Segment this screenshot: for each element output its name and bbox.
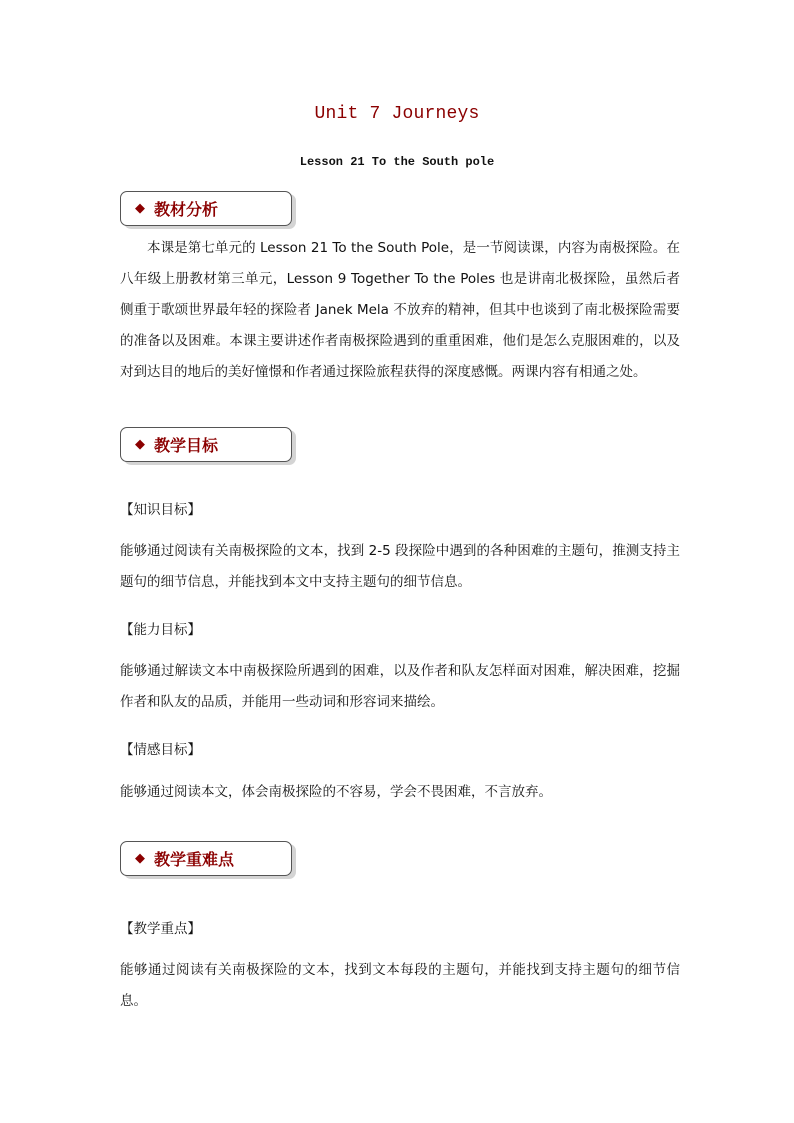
section-heading-label: 教学目标 [154,436,219,455]
emotion-objective-text: 能够通过阅读本文，体会南极探险的不容易，学会不畏困难，不言放弃。 [120,784,552,800]
diamond-icon: ◆ [135,437,145,452]
section-heading-label: 教学重难点 [154,850,235,869]
key-point-label: 【教学重点】 [120,921,201,937]
ability-objective-text: 能够通过解读文本中南极探险所遇到的困难，以及作者和队友怎样面对困难，解决困难，挖掘作者和队友的品质，并能用一些动词和形容词来描绘。 [120,663,680,710]
lesson-subtitle: Lesson 21 To the South pole [299,155,495,169]
ability-objective-label: 【能力目标】 [120,622,201,638]
key-point-text: 能够通过阅读有关南极探险的文本，找到文本每段的主题句，并能找到支持主题句的细节信息。 [120,962,680,1009]
diamond-icon: ◆ [135,201,145,216]
section-heading-key-points [120,841,292,876]
analysis-paragraph: 本课是第七单元的 Lesson 21 To the South Pole，是一节阅读课，内容为南极探险。在八年级上册教材第三单元，Lesson 9 Together To the Poles 也是讲南北极探险，虽然后者侧重于歌颂世界最年轻的探险者 Janek Mela 不放弃的精神，但其中也谈到了南北极探险需要的准备以及困难。本课主要讲述作者南极探险遇到的重重困难，他们是怎么克服困难的，以及对到达目的地后的美好憧憬和作者通过探险旅程获得的深度感慨。两课内容有相通之处。 [120,240,680,380]
document-title: Unit 7 Journeys [314,104,480,124]
knowledge-objective-text: 能够通过阅读有关南极探险的文本，找到 2-5 段探险中遇到的各种困难的主题句，推测支持主题句的细节信息，并能找到本文中支持主题句的细节信息。 [120,543,680,590]
knowledge-objective-label: 【知识目标】 [120,502,201,518]
section-heading-objectives [120,427,292,462]
section-heading-label: 教材分析 [154,200,219,219]
emotion-objective-label: 【情感目标】 [120,742,201,758]
diamond-icon: ◆ [135,851,145,866]
section-heading-analysis [120,191,292,226]
